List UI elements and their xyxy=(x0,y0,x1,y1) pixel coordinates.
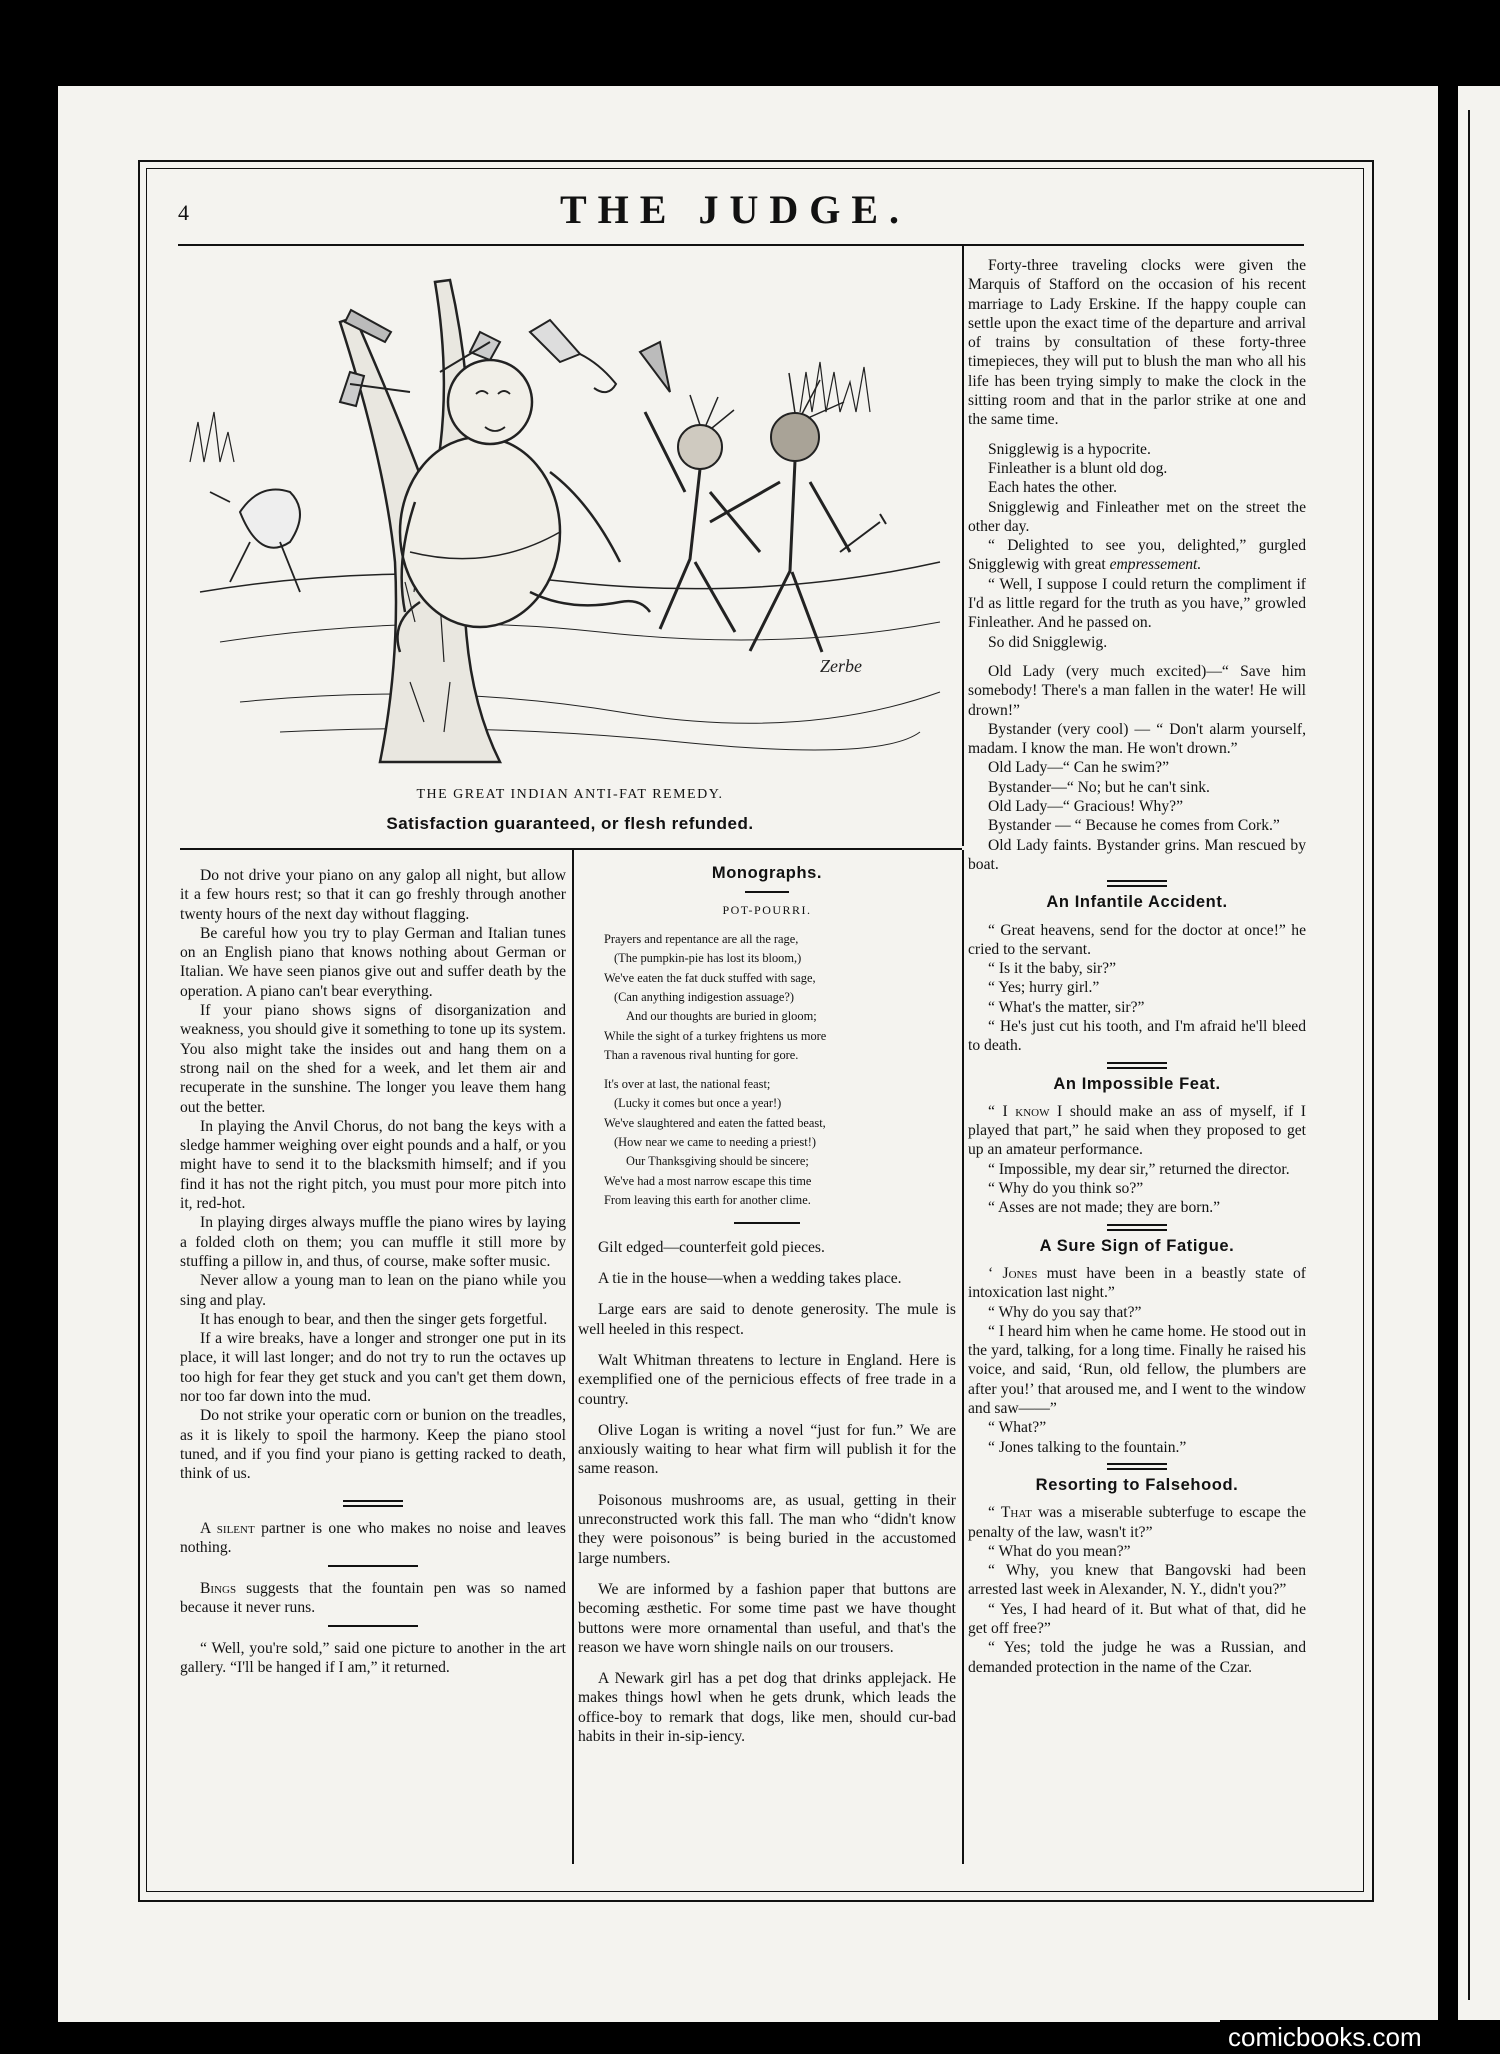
dialogue-line: “ He's just cut his tooth, and I'm afraid he'll bleed to death. xyxy=(968,1017,1306,1055)
dialogue-line: “ Why do you think so?” xyxy=(988,1180,1144,1198)
poem-line: It's over at last, the national feast; xyxy=(604,1077,771,1092)
masthead-title: THE JUDGE. xyxy=(560,187,911,232)
illustration-column-rule xyxy=(962,246,964,846)
poem-line: (The pumpkin-pie has lost its bloom,) xyxy=(614,951,802,966)
poem-line: Prayers and repentance are all the rage, xyxy=(604,932,799,947)
monograph-paragraph: Large ears are said to denote generosity. The mule is well heeled in this respect. xyxy=(578,1301,956,1338)
monograph-paragraph: A Newark girl has a pet dog that drinks applejack. He makes things howl when he gets drunk, which leads the office-boy to remark that dogs, like men, should cur-bad habits in their in-sip-iency. xyxy=(578,1670,956,1745)
dialogue-line: “ What?” xyxy=(988,1419,1047,1437)
section-divider xyxy=(1107,1463,1167,1470)
dialogue-line: “ Great heavens, send for the doctor at once!” he cried to the servant. xyxy=(968,921,1306,958)
old-lady-item xyxy=(968,662,1306,874)
artist-signature: Zerbe xyxy=(820,656,862,676)
fatigue-first: ‘ Jones must have been in a beastly state of intoxication last night.” xyxy=(968,1264,1306,1302)
silent-partner-joke: A silent partner is one who makes no noise and leaves nothing. xyxy=(180,1519,566,1556)
monograph-paragraph: Gilt edged—counterfeit gold pieces. xyxy=(598,1238,825,1256)
dialogue-line: Old Lady—“ Can he swim?” xyxy=(988,759,1170,777)
dialogue-line: Bystander (very cool) — “ Don't alarm yourself, madam. I know the man. He won't drown.” xyxy=(968,720,1306,758)
poem-title: POT-POURRI. xyxy=(722,902,812,917)
poem-line: (How near we came to needing a priest!) xyxy=(614,1135,816,1150)
falsehood-first: “ That was a miserable subterfuge to escape the penalty of the law, wasn't it?” xyxy=(968,1504,1307,1541)
column-right xyxy=(968,256,1306,1677)
poem-line: Our Thanksgiving should be sincere; xyxy=(626,1154,809,1169)
column-left xyxy=(180,866,566,1677)
dialogue-line: “ Is it the baby, sir?” xyxy=(988,960,1117,978)
next-page-border xyxy=(1468,110,1470,2000)
impossible-heading: An Impossible Feat. xyxy=(1053,1074,1221,1093)
dialogue-line: “ Asses are not made; they are born.” xyxy=(988,1199,1221,1217)
poem-rule xyxy=(734,1222,800,1224)
dialogue-line: Old Lady—“ Gracious! Why?” xyxy=(988,798,1183,816)
section-divider xyxy=(1107,1224,1167,1231)
poem-line: And our thoughts are buried in gloom; xyxy=(626,1009,817,1024)
fatigue-item xyxy=(968,1303,1306,1457)
monograph-paragraph: A tie in the house—when a wedding takes place. xyxy=(598,1270,902,1288)
article-paragraph: It has enough to bear, and then the singer gets forgetful. xyxy=(200,1310,548,1328)
story-line: Snigglewig and Finleather met on the street the other day. xyxy=(968,498,1306,535)
page-number: 4 xyxy=(178,200,189,225)
poem-stanza-2 xyxy=(604,1075,956,1210)
snigglewig-reply xyxy=(968,575,1306,652)
art-gallery-joke: “ Well, you're sold,” said one picture to another in the art gallery. “I'll be hanged if I am,” it returned. xyxy=(180,1639,566,1676)
monograph-paragraph: Poisonous mushrooms are, as usual, getting in their unreconstructed work this fall. The man who “didn't know they were poisonous” is being buried in the accustomed large numbers. xyxy=(578,1491,956,1567)
cartoon-caption: THE GREAT INDIAN ANTI-FAT REMEDY. xyxy=(416,787,724,802)
infantile-item xyxy=(968,921,1306,1056)
monograph-paragraph: Olive Logan is writing a novel “just for fun.” We are anxiously waiting to hear what firm will publish it for the same reason. xyxy=(578,1421,956,1478)
dialogue-line: Old Lady (very much excited)—“ Save him somebody! There's a man fallen in the water! He will drown!” xyxy=(968,662,1306,719)
story-line: Snigglewig is a hypocrite. xyxy=(988,440,1151,458)
article-paragraph: If your piano shows signs of disorganization and weakness, you should give it something to tone up its system. You also might take the insides out and hang them on a strong nail on the shed for a week, and let them air and recuperate in the sunshine. The longer you leave them hang out the better. xyxy=(180,1002,566,1116)
fountain-pen-joke: Bings suggests that the fountain pen was so named because it never runs. xyxy=(180,1579,566,1616)
section-divider xyxy=(343,1500,403,1507)
cartoon-illustration xyxy=(180,262,960,770)
section-divider xyxy=(1107,880,1167,887)
monograph-items xyxy=(578,1238,956,1747)
dialogue-line: Bystander—“ No; but he can't sink. xyxy=(988,778,1210,796)
section-divider xyxy=(1107,1062,1167,1069)
poem-line: We've eaten the fat duck stuffed with sage, xyxy=(604,970,816,985)
monograph-paragraph: We are informed by a fashion paper that buttons are becoming æsthetic. For some time past we have thought buttons were more ornamental than useful, and that's the reason we have worn shingle nails on our trousers. xyxy=(578,1580,956,1656)
illustration-bottom-rule xyxy=(180,848,962,850)
masthead-rule xyxy=(178,244,1304,246)
dialogue-line: “ Yes; told the judge he was a Russian, and demanded protection in the name of the Czar. xyxy=(968,1639,1306,1676)
heading-rule xyxy=(745,891,789,893)
story-line: “ Well, I suppose I could return the compliment if I'd as little regard for the truth as you have,” growled Finleather. And he passed on. xyxy=(968,575,1306,632)
dialogue-line: “ Yes, I had heard of it. But what of that, did he get off free?” xyxy=(968,1600,1306,1637)
dialogue-line: “ Jones talking to the fountain.” xyxy=(988,1438,1187,1456)
joke-divider xyxy=(328,1625,418,1627)
poem-line: While the sight of a turkey frightens us more xyxy=(604,1028,827,1043)
fatigue-heading: A Sure Sign of Fatigue. xyxy=(1039,1236,1235,1255)
dialogue-line: Old Lady faints. Bystander grins. Man rescued by boat. xyxy=(968,836,1306,873)
article-paragraph: In playing the Anvil Chorus, do not bang the keys with a sledge hammer weighing over eight pounds and a half, or you might have to send it to the blacksmith himself; and if you find it has not the right pitch, you must pour more pitch into it, red-hot. xyxy=(180,1117,566,1213)
impossible-first: “ I know I should make an ass of myself, if I played that part,” he said when they proposed to get up an amateur performance. xyxy=(968,1102,1307,1159)
poem-line: (Can anything indigestion assuage?) xyxy=(614,989,794,1004)
dialogue-line: “ Why, you knew that Bangovski had been arrested last week in Alexander, N. Y., didn't you?” xyxy=(968,1562,1306,1599)
snigglewig-item xyxy=(968,440,1306,536)
poem-stanza-1 xyxy=(604,930,956,1065)
poem-line: Than a ravenous rival hunting for gore. xyxy=(604,1047,799,1062)
dialogue-line: “ I heard him when he came home. He stood out in the yard, talking, for a long time. Finally he raised his voice, and said, ‘Run, old fellow, the plumbers are after you!’ that aroused me, and I went to the window and saw——” xyxy=(968,1322,1306,1418)
dialogue-line: “ What's the matter, sir?” xyxy=(988,998,1145,1016)
poem-line: From leaving this earth for another clime. xyxy=(604,1192,811,1207)
snigglewig-delight: “ Delighted to see you, delighted,” gurgled Snigglewig with great empressement. xyxy=(968,537,1306,574)
watermark: comicbooks.com xyxy=(1220,2020,1500,2054)
article-paragraph: Do not drive your piano on any galop all night, but allow it a few hours rest; so that it can go freshly through another twenty hours of the next day without flagging. xyxy=(180,867,566,923)
joke-divider xyxy=(328,1565,418,1567)
monograph-paragraph: Walt Whitman threatens to lecture in England. Here is exemplified one of the pernicious effects of free trade in a country. xyxy=(578,1351,956,1408)
poem-line: We've had a most narrow escape this time xyxy=(604,1173,812,1188)
falsehood-heading: Resorting to Falsehood. xyxy=(1035,1475,1239,1494)
monographs-heading: Monographs. xyxy=(711,864,823,882)
article-paragraph: Never allow a young man to lean on the piano while you sing and play. xyxy=(180,1272,566,1309)
dialogue-line: “ Impossible, my dear sir,” returned the director. xyxy=(988,1160,1290,1178)
story-line: Each hates the other. xyxy=(988,479,1118,497)
poem-line: We've slaughtered and eaten the fatted beast, xyxy=(604,1115,826,1130)
article-paragraph: Be careful how you try to play German and Italian tunes on an English piano that knows nothing about German or Italian. We have seen pianos give out and suffer death by the operation. A piano can't bear everything. xyxy=(180,924,566,1000)
dialogue-line: “ Yes; hurry girl.” xyxy=(988,979,1100,997)
poem-line: (Lucky it comes but once a year!) xyxy=(614,1096,782,1111)
next-page-edge xyxy=(1458,86,1500,2022)
column-rule-right xyxy=(962,850,964,1864)
dialogue-line: Bystander — “ Because he comes from Cork.” xyxy=(988,817,1280,835)
infantile-heading: An Infantile Accident. xyxy=(1046,893,1228,912)
dialogue-line: “ What do you mean?” xyxy=(988,1542,1131,1560)
piano-advice-article xyxy=(180,866,566,1484)
cartoon-subcaption: Satisfaction guaranteed, or flesh refunded. xyxy=(386,814,754,833)
impossible-item xyxy=(968,1160,1306,1218)
column-rule-left xyxy=(572,850,574,1864)
story-line: So did Snigglewig. xyxy=(988,633,1108,651)
article-paragraph: In playing dirges always muffle the piano wires by laying a folded cloth on them; you can muffle it still more by stuffing a pillow in, and thus, of course, make softer music. xyxy=(180,1214,566,1270)
dialogue-line: “ Why do you say that?” xyxy=(988,1303,1142,1321)
clocks-item: Forty-three traveling clocks were given the Marquis of Stafford on the occasion of his recent marriage to Lady Erskine. If the happy couple can settle upon the exact time of the departure and arrival of trains by consultation of these forty-three timepieces, they will put to blush the man who all his life has been trying simply to make the clock in the sitting room and that in the parlor strike at one and the same time. xyxy=(968,257,1306,429)
article-paragraph: If a wire breaks, have a longer and stronger one put in its place, it will last longer; and do not try to run the octaves up too high for fear they get stuck and you can't get them down, nor too far down into the mud. xyxy=(180,1330,566,1406)
column-middle xyxy=(578,858,956,1746)
article-paragraph: Do not strike your operatic corn or bunion on the treadles, as it is likely to spoil the harmony. Keep the piano stool tuned, and if you find your piano is getting racked to death, think of us. xyxy=(180,1407,566,1483)
falsehood-item xyxy=(968,1542,1306,1677)
story-line: Finleather is a blunt old dog. xyxy=(988,459,1168,477)
